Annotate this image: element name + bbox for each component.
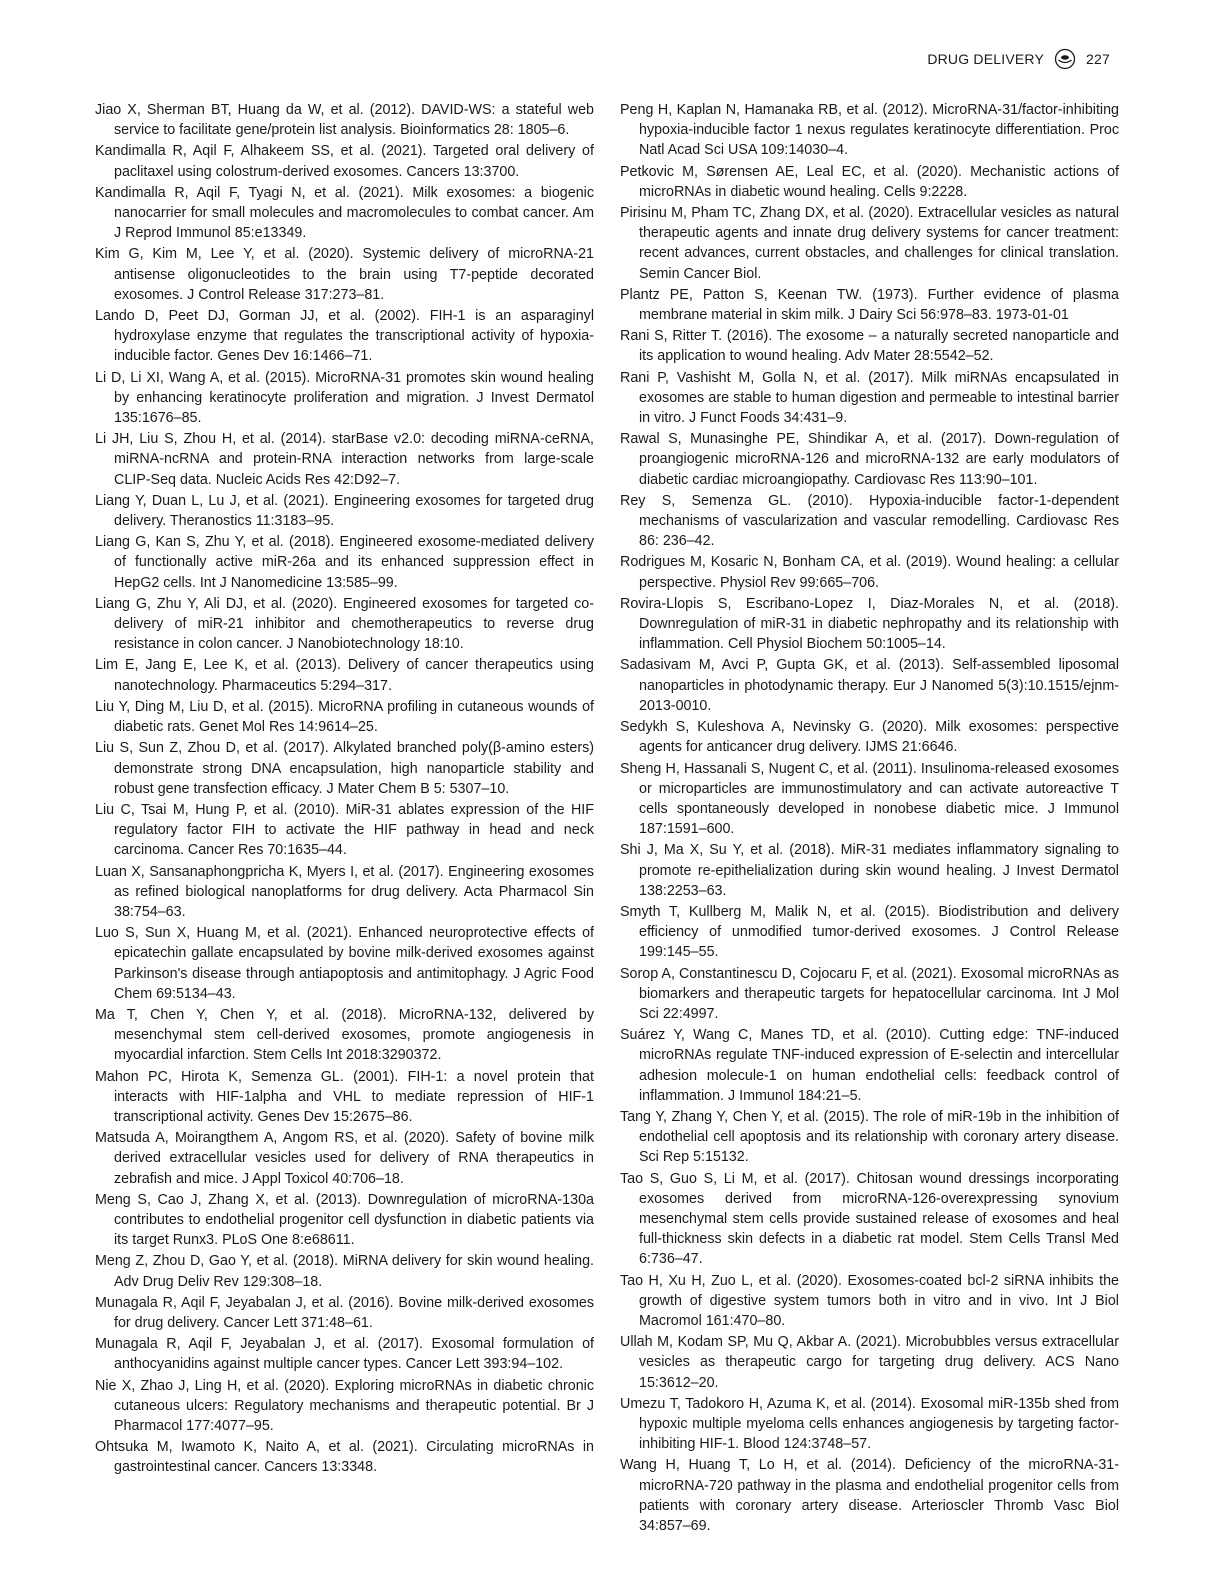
reference-entry: Meng S, Cao J, Zhang X, et al. (2013). Downregulation of microRNA-130a contributes to endothelial progenitor cell dysfunction in diabetic patients via its target Runx3. PLoS One 8:e68611. <box>95 1191 594 1249</box>
reference-entry: Plantz PE, Patton S, Keenan TW. (1973). Further evidence of plasma membrane material in skim milk. J Dairy Sci 56:978–83. 1973-01-01 <box>620 286 1119 324</box>
reference-entry: Liang Y, Duan L, Lu J, et al. (2021). Engineering exosomes for targeted drug delivery. Theranostics 11:3183–95. <box>95 492 594 530</box>
reference-entry: Ullah M, Kodam SP, Mu Q, Akbar A. (2021). Microbubbles versus extracellular vesicles as therapeutic cargo for targeting drug delivery. ACS Nano 15:3612–20. <box>620 1334 1119 1391</box>
reference-entry: Smyth T, Kullberg M, Malik N, et al. (2015). Biodistribution and delivery efficiency of unmodified tumor-derived exosomes. J Control Release 199:145–55. <box>620 903 1119 961</box>
reference-entry: Liu Y, Ding M, Liu D, et al. (2015). MicroRNA profiling in cutaneous wounds of diabetic rats. Genet Mol Res 14:9614–25. <box>95 698 594 736</box>
reference-entry: Rovira-Llopis S, Escribano-Lopez I, Diaz-Morales N, et al. (2018). Downregulation of miR-31 in diabetic nephropathy and its relationship with inflammation. Cell Physiol Biochem 50:1005–14. <box>620 595 1119 653</box>
reference-entry: Rani S, Ritter T. (2016). The exosome – a naturally secreted nanoparticle and its application to wound healing. Adv Mater 28:5542–52. <box>620 328 1119 365</box>
reference-entry: Munagala R, Aqil F, Jeyabalan J, et al. (2016). Bovine milk-derived exosomes for drug delivery. Cancer Lett 371:48–61. <box>95 1294 594 1331</box>
reference-entry: Luo S, Sun X, Huang M, et al. (2021). Enhanced neuroprotective effects of epicatechin gallate encapsulated by bovine milk-derived exosomes against Parkinson's disease through antiapoptosis and antimitophagy. J Agric Food Chem 69:5134–43. <box>95 925 594 1002</box>
reference-entry: Li JH, Liu S, Zhou H, et al. (2014). starBase v2.0: decoding miRNA-ceRNA, miRNA-ncRNA and protein-RNA interaction networks from large-scale CLIP-Seq data. Nucleic Acids Res 42:D92–7. <box>95 431 594 488</box>
running-header <box>927 48 1110 70</box>
reference-entry: Kandimalla R, Aqil F, Alhakeem SS, et al. (2021). Targeted oral delivery of paclitaxel using colostrum-derived exosomes. Cancers 13:3700. <box>95 143 594 180</box>
reference-entry: Sorop A, Constantinescu D, Cojocaru F, et al. (2021). Exosomal microRNAs as biomarkers and therapeutic targets for hepatocellular carcinoma. Int J Mol Sci 22:4997. <box>620 965 1119 1022</box>
references-right-column <box>620 100 1119 1537</box>
reference-entry: Munagala R, Aqil F, Jeyabalan J, et al. (2017). Exosomal formulation of anthocyanidins against multiple cancer types. Cancer Lett 393:94–102. <box>95 1336 594 1373</box>
reference-entry: Kandimalla R, Aqil F, Tyagi N, et al. (2021). Milk exosomes: a biogenic nanocarrier for small molecules and macromolecules to combat cancer. Am J Reprod Immunol 85:e13349. <box>95 184 594 242</box>
reference-entry: Sheng H, Hassanali S, Nugent C, et al. (2011). Insulinoma-released exosomes or microparticles are immunostimulatory and can activate autoreactive T cells spontaneously developed in nonobese diabetic mice. J Immunol 187:1591–600. <box>620 760 1119 838</box>
reference-entry: Rani P, Vashisht M, Golla N, et al. (2017). Milk miRNAs encapsulated in exosomes are stable to human digestion and permeable to intestinal barrier in vitro. J Funct Foods 34:431–9. <box>620 369 1119 427</box>
reference-entry: Sadasivam M, Avci P, Gupta GK, et al. (2013). Self-assembled liposomal nanoparticles in photodynamic therapy. Eur J Nanomed 5(3):10.1515/ejnm-2013-0010. <box>620 657 1119 714</box>
reference-entry: Suárez Y, Wang C, Manes TD, et al. (2010). Cutting edge: TNF-induced microRNAs regulate TNF-induced expression of E-selectin and intercellular adhesion molecule-1 on human endothelial cells: feedback control of inflammation. J Immunol 184:21–5. <box>620 1027 1119 1104</box>
reference-entry: Liu S, Sun Z, Zhou D, et al. (2017). Alkylated branched poly(β-amino esters) demonstrate strong DNA encapsulation, high nanoparticle stability and robust gene transfection efficacy. J Mater Chem B 5: 5307–10. <box>95 740 594 797</box>
reference-entry: Tang Y, Zhang Y, Chen Y, et al. (2015). The role of miR-19b in the inhibition of endothelial cell apoptosis and its relationship with coronary artery disease. Sci Rep 5:15132. <box>620 1108 1119 1166</box>
section-title: DRUG DELIVERY <box>927 51 1045 67</box>
reference-entry: Lim E, Jang E, Lee K, et al. (2013). Delivery of cancer therapeutics using nanotechnology. Pharmaceutics 5:294–317. <box>95 657 594 694</box>
reference-entry: Wang H, Huang T, Lo H, et al. (2014). Deficiency of the microRNA-31-microRNA-720 pathway in the plasma and endothelial progenitor cells from patients with coronary artery disease. Arterioscler Thromb Vasc Biol 34:857–69. <box>620 1457 1119 1535</box>
reference-entry: Mahon PC, Hirota K, Semenza GL. (2001). FIH-1: a novel protein that interacts with HIF-1alpha and VHL to mediate repression of HIF-1 transcriptional activity. Genes Dev 15:2675–86. <box>95 1068 594 1125</box>
reference-entry: Ohtsuka M, Iwamoto K, Naito A, et al. (2021). Circulating microRNAs in gastrointestinal cancer. Cancers 13:3348. <box>95 1439 594 1476</box>
references-left-column <box>95 100 594 1479</box>
reference-entry: Shi J, Ma X, Su Y, et al. (2018). MiR-31 mediates inflammatory signaling to promote re-epithelialization during skin wound healing. J Invest Dermatol 138:2253–63. <box>620 842 1119 899</box>
reference-entry: Luan X, Sansanaphongpricha K, Myers I, et al. (2017). Engineering exosomes as refined biological nanoplatforms for drug delivery. Acta Pharmacol Sin 38:754–63. <box>95 863 594 920</box>
reference-entry: Liang G, Kan S, Zhu Y, et al. (2018). Engineered exosome-mediated delivery of functionally active miR-26a and its enhanced suppression effect in HepG2 cells. Int J Nanomedicine 13:585–99. <box>95 534 594 591</box>
reference-entry: Peng H, Kaplan N, Hamanaka RB, et al. (2012). MicroRNA-31/factor-inhibiting hypoxia-inducible factor 1 nexus regulates keratinocyte differentiation. Proc Natl Acad Sci USA 109:14030–4. <box>620 102 1119 159</box>
reference-entry: Rodrigues M, Kosaric N, Bonham CA, et al. (2019). Wound healing: a cellular perspective. Physiol Rev 99:665–706. <box>620 554 1119 591</box>
reference-entry: Liang G, Zhu Y, Ali DJ, et al. (2020). Engineered exosomes for targeted co-delivery of miR-21 inhibitor and chemotherapeutics to reverse drug resistance in colon cancer. J Nanobiotechnology 18:10. <box>95 595 594 653</box>
reference-entry: Rey S, Semenza GL. (2010). Hypoxia-inducible factor-1-dependent mechanisms of vascularization and vascular remodelling. Cardiovasc Res 86: 236–42. <box>620 492 1119 550</box>
reference-entry: Pirisinu M, Pham TC, Zhang DX, et al. (2020). Extracellular vesicles as natural therapeutic agents and innate drug delivery systems for cancer treatment: recent advances, current obstacles, and challenges for clinical translation. Semin Cancer Biol. <box>620 205 1119 282</box>
reference-entry: Meng Z, Zhou D, Gao Y, et al. (2018). MiRNA delivery for skin wound healing. Adv Drug Deliv Rev 129:308–18. <box>95 1253 594 1290</box>
reference-entry: Lando D, Peet DJ, Gorman JJ, et al. (2002). FIH-1 is an asparaginyl hydroxylase enzyme that regulates the transcriptional activity of hypoxia-inducible factor. Genes Dev 16:1466–71. <box>95 308 594 365</box>
reference-entry: Liu C, Tsai M, Hung P, et al. (2010). MiR-31 ablates expression of the HIF regulatory factor FIH to activate the HIF pathway in head and neck carcinoma. Cancer Res 70:1635–44. <box>95 801 594 859</box>
reference-entry: Jiao X, Sherman BT, Huang da W, et al. (2012). DAVID-WS: a stateful web service to facilitate gene/protein list analysis. Bioinformatics 28: 1805–6. <box>95 102 594 139</box>
reference-entry: Sedykh S, Kuleshova A, Nevinsky G. (2020). Milk exosomes: perspective agents for anticancer drug delivery. IJMS 21:6646. <box>620 719 1119 756</box>
reference-entry: Nie X, Zhao J, Ling H, et al. (2020). Exploring microRNAs in diabetic chronic cutaneous ulcers: Regulatory mechanisms and therapeutic potential. Br J Pharmacol 177:4077–95. <box>95 1377 594 1434</box>
reference-entry: Tao S, Guo S, Li M, et al. (2017). Chitosan wound dressings incorporating exosomes derived from microRNA-126-overexpressing synovium mesenchymal stem cells provide sustained release of exosomes and heal full-thickness skin defects in a diabetic rat model. Stem Cells Transl Med 6:736–47. <box>620 1170 1119 1268</box>
reference-entry: Matsuda A, Moirangthem A, Angom RS, et al. (2020). Safety of bovine milk derived extracellular vesicles used for delivery of RNA therapeutics in zebrafish and mice. J Appl Toxicol 40:706–18. <box>95 1130 594 1187</box>
reference-entry: Ma T, Chen Y, Chen Y, et al. (2018). MicroRNA-132, delivered by mesenchymal stem cell-derived exosomes, promote angiogenesis in myocardial infarction. Stem Cells Int 2018:3290372. <box>95 1006 594 1064</box>
reference-entry: Rawal S, Munasinghe PE, Shindikar A, et al. (2017). Down-regulation of proangiogenic microRNA-126 and microRNA-132 are early modulators of diabetic cardiac microangiopathy. Cardiovasc Res 113:90–101. <box>620 431 1119 488</box>
reference-entry: Kim G, Kim M, Lee Y, et al. (2020). Systemic delivery of microRNA-21 antisense oligonucleotides to the brain using T7-peptide decorated exosomes. J Control Release 317:273–81. <box>95 246 594 303</box>
reference-entry: Li D, Li XI, Wang A, et al. (2015). MicroRNA-31 promotes skin wound healing by enhancing keratinocyte proliferation and migration. J Invest Dermatol 135:1676–85. <box>95 369 594 427</box>
page-number: 227 <box>1086 51 1110 67</box>
reference-entry: Petkovic M, Sørensen AE, Leal EC, et al. (2020). Mechanistic actions of microRNAs in diabetic wound healing. Cells 9:2228. <box>620 163 1119 200</box>
journal-logo-icon <box>1054 48 1076 70</box>
reference-entry: Umezu T, Tadokoro H, Azuma K, et al. (2014). Exosomal miR-135b shed from hypoxic multiple myeloma cells enhances angiogenesis by targeting factor-inhibiting HIF-1. Blood 124:3748–57. <box>620 1395 1119 1453</box>
reference-entry: Tao H, Xu H, Zuo L, et al. (2020). Exosomes-coated bcl-2 siRNA inhibits the growth of digestive system tumors both in vitro and in vivo. Int J Biol Macromol 161:470–80. <box>620 1272 1119 1329</box>
